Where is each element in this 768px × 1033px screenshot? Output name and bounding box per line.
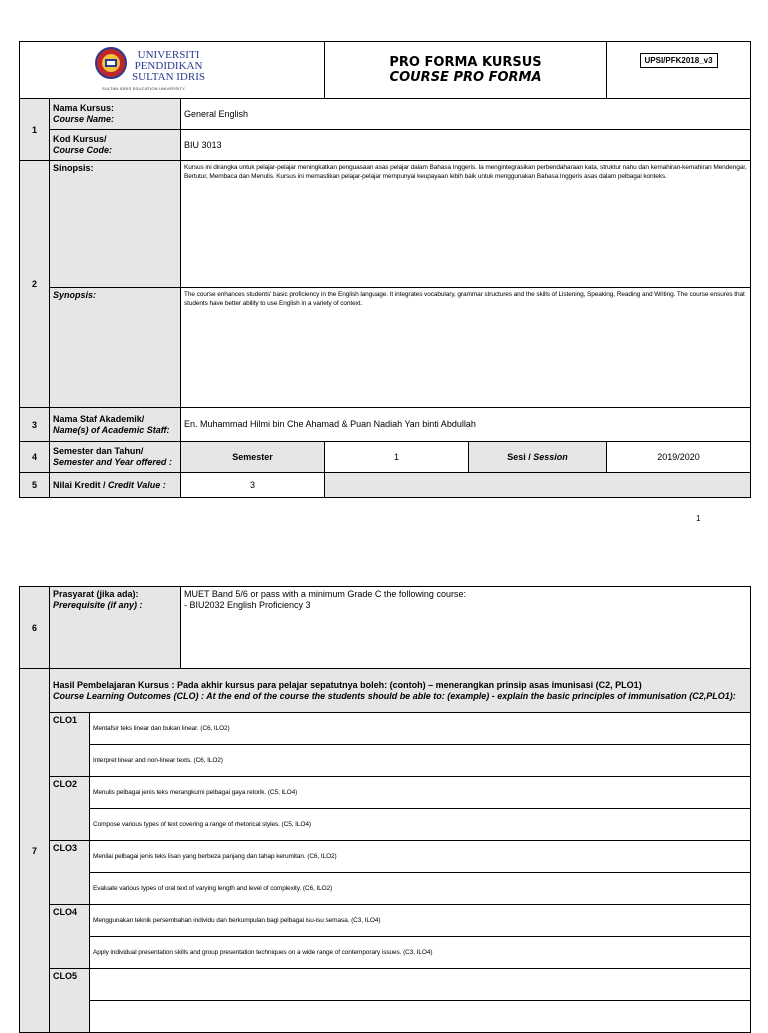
row-number-5: 5 <box>20 473 50 498</box>
upsi-crest-icon <box>94 46 128 84</box>
course-name-label: Nama Kursus: Course Name: <box>50 99 181 130</box>
course-proforma-table-page2 <box>19 586 751 1033</box>
page-number: 1 <box>696 514 701 523</box>
synopsis-label: Synopsis: <box>50 288 181 408</box>
clo-text-ms: Menggunakan teknik persembahan individu dan berkumpulan bagi pelbagai isu-isu semasa. (C3, ILO4) <box>90 905 751 937</box>
course-code-value: BIU 3013 <box>181 130 751 161</box>
logo-cell <box>20 42 325 99</box>
clo-text-ms: Menilai pelbagai jenis teks lisan yang berbeza panjang dan tahap kerumitan. (C6, ILO2) <box>90 841 751 873</box>
semester-value: 1 <box>325 442 469 473</box>
credit-value-label: Nilai Kredit / Credit Value : <box>50 473 181 498</box>
prerequisite-value: MUET Band 5/6 or pass with a minimum Grade C the following course: - BIU2032 English Proficiency 3 <box>181 587 751 669</box>
row-number-3: 3 <box>20 408 50 442</box>
clo-id: CLO5 <box>50 969 90 1033</box>
clo-text-ms: Mentafsir teks linear dan bukan linear. (C6, ILO2) <box>90 713 751 745</box>
clo-text-en: Compose various types of text covering a range of rhetorical styles. (C5, ILO4) <box>90 809 751 841</box>
university-logo <box>92 44 252 96</box>
university-line-1: UNIVERSITI <box>137 49 200 61</box>
session-label: Sesi / Session <box>469 442 607 473</box>
title-en: COURSE PRO FORMA <box>389 70 542 85</box>
course-code-label: Kod Kursus/ Course Code: <box>50 130 181 161</box>
clo-id: CLO1 <box>50 713 90 777</box>
course-name-value: General English <box>181 99 751 130</box>
doc-code: UPSI/PFK2018_v3 <box>640 53 718 68</box>
clo-text-en: Evaluate various types of oral text of varying length and level of complexity. (C6, ILO2) <box>90 873 751 905</box>
row-number-2: 2 <box>20 161 50 408</box>
academic-staff-value: En. Muhammad Hilmi bin Che Ahamad & Puan Nadiah Yan binti Abdullah <box>181 408 751 442</box>
clo-text-en: Apply individual presentation skills and group presentation techniques on a wide range of contemporary issues. (C3, ILO4) <box>90 937 751 969</box>
title-ms: PRO FORMA KURSUS <box>389 55 542 70</box>
sinopsis-label: Sinopsis: <box>50 161 181 288</box>
clo-id: CLO2 <box>50 777 90 841</box>
semester-year-label: Semester dan Tahun/ Semester and Year offered : <box>50 442 181 473</box>
semester-label: Semester <box>181 442 325 473</box>
credit-filler-cell <box>325 473 751 498</box>
session-value: 2019/2020 <box>607 442 751 473</box>
doc-code-cell <box>607 42 751 99</box>
clo-id: CLO3 <box>50 841 90 905</box>
row-number-7: 7 <box>20 669 50 1033</box>
prerequisite-label: Prasyarat (jika ada): Prerequisite (if any) : <box>50 587 181 669</box>
clo-text-ms: Menulis pelbagai jenis teks merangkumi pelbagai gaya retorik. (C5, ILO4) <box>90 777 751 809</box>
clo-text-ms <box>90 969 751 1001</box>
clo-text-en: Interpret linear and non-linear texts. (C6, ILO2) <box>90 745 751 777</box>
row-number-4: 4 <box>20 442 50 473</box>
clo-text-en <box>90 1001 751 1033</box>
academic-staff-label: Nama Staf Akademik/ Name(s) of Academic Staff: <box>50 408 181 442</box>
university-name-en: SULTAN IDRIS EDUCATION UNIVERSITY <box>102 86 186 91</box>
university-name <box>132 50 205 83</box>
clo-heading: Hasil Pembelajaran Kursus : Pada akhir kursus para pelajar sepatutnya boleh: (contoh) – menerangkan prinsip asas imunisasi (C2, PLO1) Course Learning Outcomes (CLO) : At the end of the course the students should be able to: (example) - explain the basic principles of immunisation (C2,PLO1): <box>50 669 751 713</box>
university-line-3: SULTAN IDRIS <box>132 71 205 83</box>
row-number-6: 6 <box>20 587 50 669</box>
sinopsis-value: Kursus ini dirangka untuk pelajar-pelajar meningkatkan penguasaan asas pelajar dalam Bahasa Inggeris. Ia mengintegrasikan perbendaharaan kata, struktur nahu dan kemahiran-kemahiran Mendengar, Bertutur, Membaca dan Menulis. Kursus ini memastikan pelajar-pelajar mempunyai keupayaan lebih baik untuk menggunakan Bahasa Inggeris asas dalam pelbagai konteks. <box>181 161 751 288</box>
clo-id: CLO4 <box>50 905 90 969</box>
synopsis-value: The course enhances students' basic proficiency in the English language. It integrates vocabulary, grammar structures and the skills of Listening, Speaking, Reading and Writing. The course ensures that students have better ability to use English in a variety of context. <box>181 288 751 408</box>
course-proforma-table-page1 <box>19 41 751 498</box>
title-cell <box>325 42 607 99</box>
row-number-1: 1 <box>20 99 50 161</box>
credit-value: 3 <box>181 473 325 498</box>
university-line-2: PENDIDIKAN <box>134 60 203 72</box>
